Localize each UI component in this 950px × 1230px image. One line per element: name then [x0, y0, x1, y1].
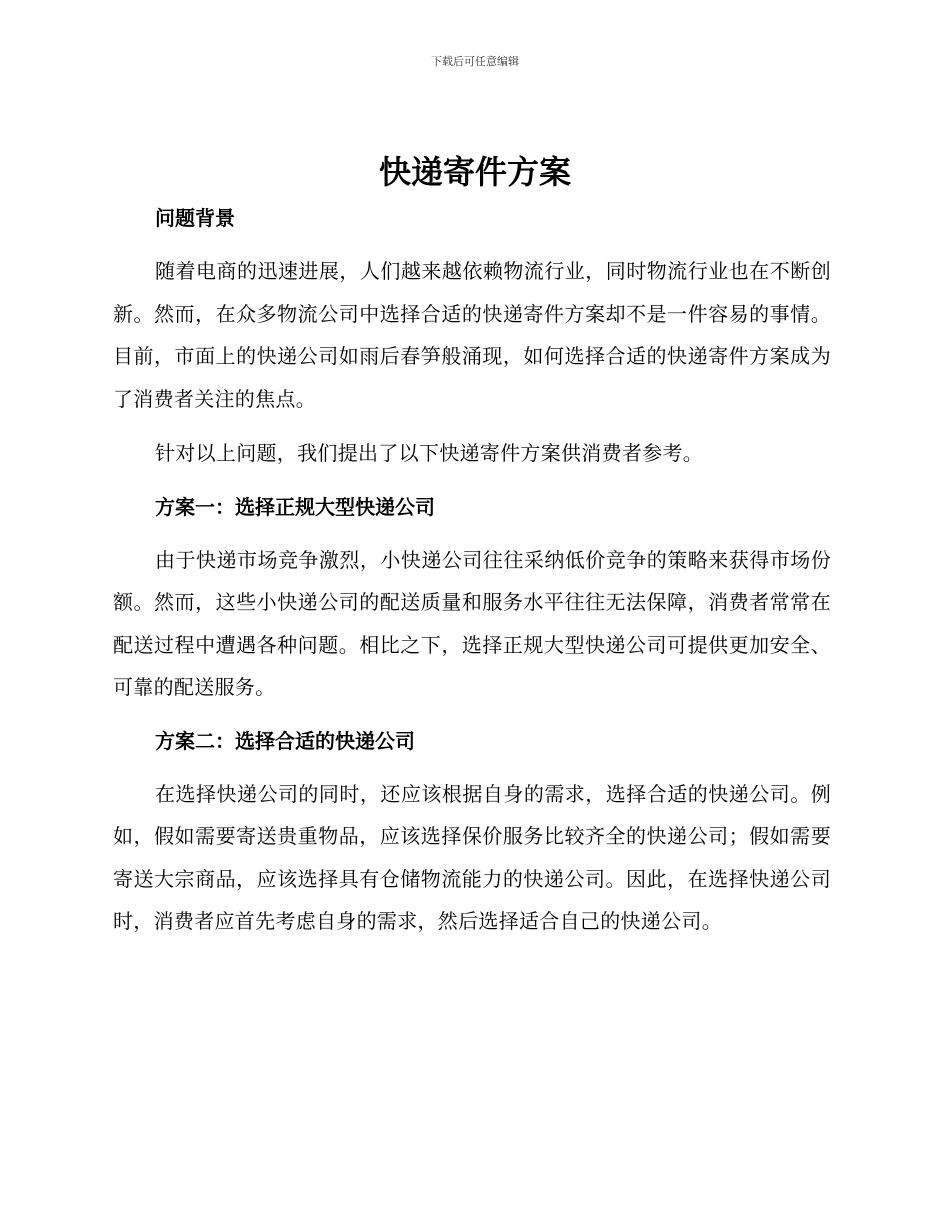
paragraph-solution-one: 由于快递市场竞争激烈，小快递公司往往采纳低价竞争的策略来获得市场份额。然而，这些小快递公司的配送质量和服务水平往往无法保障，消费者常常在配送过程中遭遇各种问题。相比之下，选择正规大型快递公司可提供更加安全、可靠的配送服务。: [113, 547, 831, 699]
section-heading-solution-two: 方案二：选择合适的快递公司: [155, 728, 415, 753]
paragraph-solution-two: 在选择快递公司的同时，还应该根据自身的需求，选择合适的快递公司。例如，假如需要寄送贵重物品，应该选择保价服务比较齐全的快递公司；假如需要寄送大宗商品，应该选择具有仓储物流能力的快递公司。因此，在选择快递公司时，消费者应首先考虑自身的需求，然后选择适合自己的快递公司。: [113, 781, 831, 933]
section-heading-solution-one: 方案一：选择正规大型快递公司: [155, 494, 435, 519]
paragraph-intro-solutions: 针对以上问题，我们提出了以下快递寄件方案供消费者参考。: [155, 441, 704, 465]
header-note: 下载后可任意编辑: [431, 55, 519, 68]
document-body: [113, 198, 831, 943]
paragraph-background: 随着电商的迅速进展，人们越来越依赖物流行业，同时物流行业也在不断创新。然而，在众多物流公司中选择合适的快递寄件方案却不是一件容易的事情。目前，市面上的快递公司如雨后春笋般涌现，如何选择合适的快递寄件方案成为了消费者关注的焦点。: [113, 259, 831, 411]
document-title: 快递寄件方案: [378, 153, 571, 191]
section-heading-background: 问题背景: [155, 206, 235, 230]
